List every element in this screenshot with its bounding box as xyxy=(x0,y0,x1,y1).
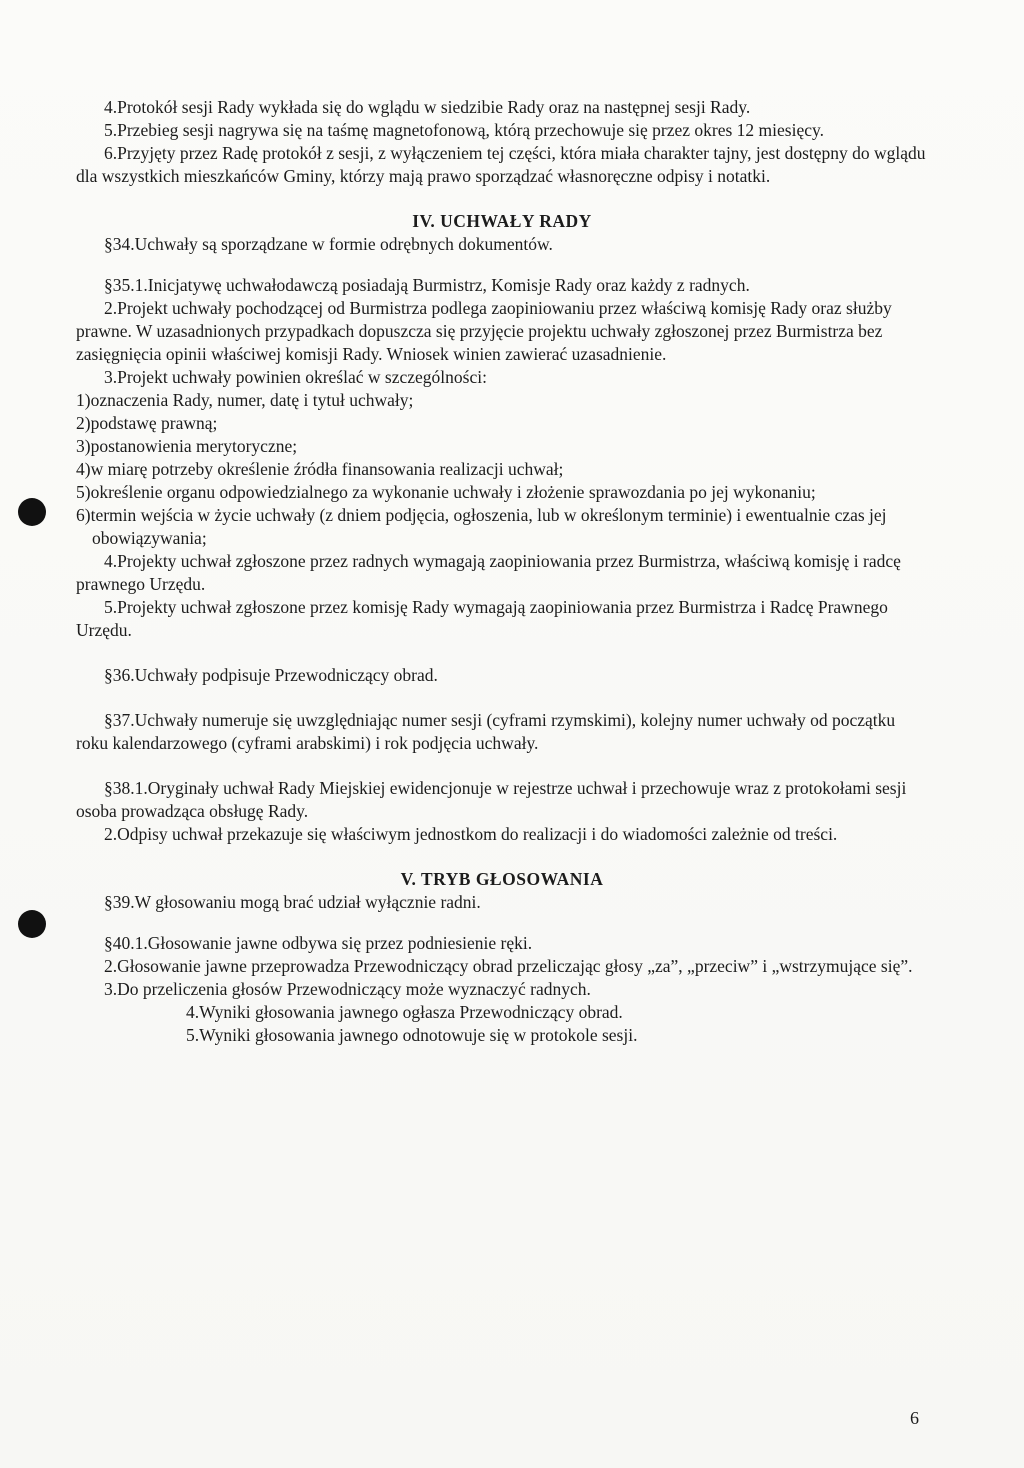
list-item: 2)podstawę prawną; xyxy=(76,413,218,433)
paragraph: 2.Odpisy uchwał przekazuje się właściwym jednostkom do realizacji i do wiadomości zależnie od treści. xyxy=(104,824,838,844)
paragraph: 4.Protokół sesji Rady wykłada się do wglądu w siedzibie Rady oraz na następnej sesji Rady. xyxy=(104,97,751,117)
paragraph: 3.Projekt uchwały powinien określać w szczególności: xyxy=(104,367,487,387)
paragraph: 5.Przebieg sesji nagrywa się na taśmę magnetofonową, którą przechowuje się przez okres 12 miesięcy. xyxy=(104,120,824,140)
list-item: 4)w miarę potrzeby określenie źródła finansowania realizacji uchwał; xyxy=(76,459,564,479)
punch-hole xyxy=(18,910,46,938)
document-body xyxy=(76,96,928,1047)
page-number: 6 xyxy=(910,1408,919,1428)
list-item: 1)oznaczenia Rady, numer, datę i tytuł uchwały; xyxy=(76,390,414,410)
paragraph: 5.Wyniki głosowania jawnego odnotowuje się w protokole sesji. xyxy=(186,1025,638,1045)
section-heading: V. TRYB GŁOSOWANIA xyxy=(400,869,604,889)
paragraph: 4.Wyniki głosowania jawnego ogłasza Przewodniczący obrad. xyxy=(186,1002,623,1022)
paragraph: §40.1.Głosowanie jawne odbywa się przez podniesienie ręki. xyxy=(104,933,533,953)
punch-hole xyxy=(18,498,46,526)
paragraph: 2.Projekt uchwały pochodzącej od Burmistrza podlega zaopiniowaniu przez właściwą komisję Rady oraz służby prawne. W uzasadnionych przypadkach dopuszcza się przyjęcie projektu uchwały zgłoszonej przez Burmistrza bez zasięgnięcia opinii właściwej komisji Rady. Wniosek winien zawierać uzasadnienie. xyxy=(76,298,892,364)
paragraph: 5.Projekty uchwał zgłoszone przez komisję Rady wymagają zaopiniowania przez Burmistrza i Radcę Prawnego Urzędu. xyxy=(76,597,888,640)
paragraph: §35.1.Inicjatywę uchwałodawczą posiadają Burmistrz, Komisje Rady oraz każdy z radnych. xyxy=(104,275,750,295)
paragraph: 6.Przyjęty przez Radę protokół z sesji, z wyłączeniem tej części, która miała charakter tajny, jest dostępny do wglądu dla wszystkich mieszkańców Gminy, którzy mają prawo sporządzać własnoręczne odpisy i notatki. xyxy=(76,143,926,186)
paragraph: §36.Uchwały podpisuje Przewodniczący obrad. xyxy=(104,665,438,685)
paragraph: 2.Głosowanie jawne przeprowadza Przewodniczący obrad przeliczając głosy „za”, „przeciw” i „wstrzymujące się”. xyxy=(104,956,913,976)
section-heading: IV. UCHWAŁY RADY xyxy=(412,211,592,231)
list-item: 5)określenie organu odpowiedzialnego za wykonanie uchwały i złożenie sprawozdania po jej wykonaniu; xyxy=(76,482,816,502)
paragraph: §39.W głosowaniu mogą brać udział wyłącznie radni. xyxy=(104,892,481,912)
paragraph: §37.Uchwały numeruje się uwzględniając numer sesji (cyframi rzymskimi), kolejny numer uchwały od początku roku kalendarzowego (cyframi arabskimi) i rok podjęcia uchwały. xyxy=(76,710,896,753)
list-item: 6)termin wejścia w życie uchwały (z dniem podjęcia, ogłoszenia, lub w określonym terminie) i ewentualnie czas jej obowiązywania; xyxy=(76,505,887,548)
list-item: 3)postanowienia merytoryczne; xyxy=(76,436,298,456)
paragraph: §34.Uchwały są sporządzane w formie odrębnych dokumentów. xyxy=(104,234,553,254)
paragraph: 3.Do przeliczenia głosów Przewodniczący może wyznaczyć radnych. xyxy=(104,979,591,999)
paragraph: §38.1.Oryginały uchwał Rady Miejskiej ewidencjonuje w rejestrze uchwał i przechowuje wraz z protokołami sesji osoba prowadząca obsługę Rady. xyxy=(76,778,907,821)
paragraph: 4.Projekty uchwał zgłoszone przez radnych wymagają zaopiniowania przez Burmistrza, właściwą komisję i radcę prawnego Urzędu. xyxy=(76,551,901,594)
